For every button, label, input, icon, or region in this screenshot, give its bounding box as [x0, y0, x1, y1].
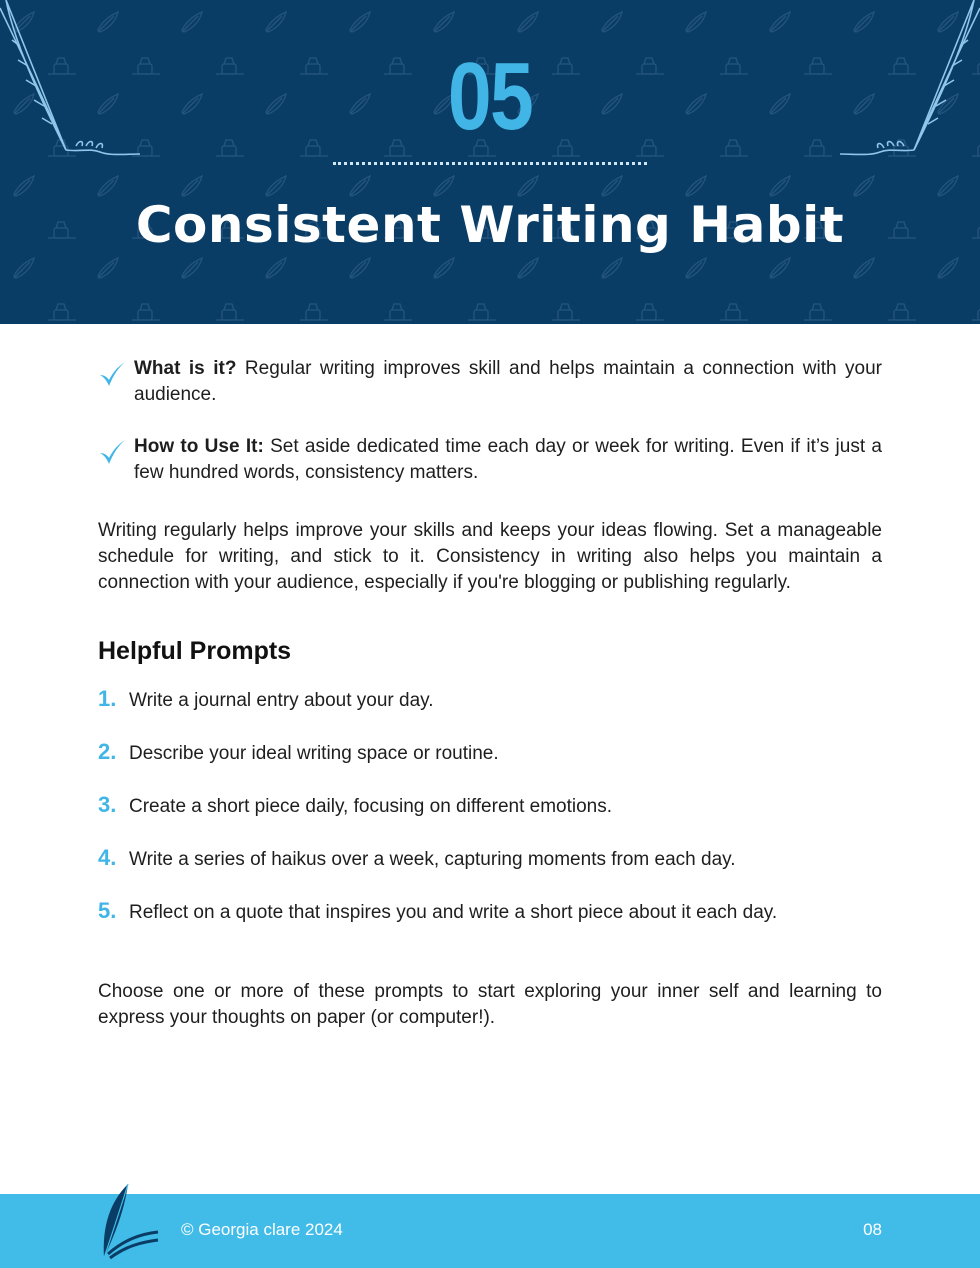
page-footer — [0, 1194, 980, 1268]
intro-paragraph: Writing regularly helps improve your skills and keeps your ideas flowing. Set a manageable schedule for writing, and stick to it. Consistency in writing also helps you maintain a connection with your audience, especially if you're blogging or publishing regularly. — [98, 520, 882, 593]
list-item — [98, 686, 882, 739]
list-item — [98, 898, 882, 951]
list-item-text: Reflect on a quote that inspires you and write a short piece about it each day. — [129, 902, 778, 923]
page-number: 08 — [863, 1220, 882, 1239]
checkmark-icon — [98, 438, 126, 466]
checklist-label: How to Use It: — [134, 436, 264, 457]
checklist-text — [134, 356, 882, 408]
list-item-text: Create a short piece daily, focusing on different emotions. — [129, 796, 613, 817]
list-item-number: 2. — [98, 739, 117, 764]
chapter-header — [0, 0, 980, 324]
list-item-number: 1. — [98, 686, 117, 711]
list-item-number: 5. — [98, 898, 117, 923]
list-item-number: 3. — [98, 792, 117, 817]
chapter-title: Consistent Writing Habit — [135, 196, 845, 254]
footer-copyright: © Georgia clare 2024 — [181, 1220, 343, 1239]
list-item — [98, 739, 882, 792]
chapter-number: 05 — [447, 43, 533, 150]
checklist-description: Regular writing improves skill and helps maintain a connection with your audience. — [134, 358, 882, 405]
prompts-heading: Helpful Prompts — [98, 637, 292, 665]
checklist-item — [98, 434, 882, 486]
list-item-number: 4. — [98, 845, 117, 870]
checklist-description: Set aside dedicated time each day or week for writing. Even if it’s just a few hundred words, consistency matters. — [134, 436, 882, 483]
list-item-text: Describe your ideal writing space or routine. — [129, 743, 499, 764]
closing-paragraph: Choose one or more of these prompts to start exploring your inner self and learning to express your thoughts on paper (or computer!). — [98, 981, 882, 1028]
list-item — [98, 845, 882, 898]
checklist-item — [98, 356, 882, 408]
list-item-text: Write a journal entry about your day. — [129, 690, 434, 711]
list-item-text: Write a series of haikus over a week, capturing moments from each day. — [129, 849, 736, 870]
checklist-text — [134, 434, 882, 486]
title-divider — [333, 162, 647, 165]
checkmark-icon — [98, 360, 126, 388]
quill-logo-icon — [98, 1184, 162, 1264]
prompts-list — [98, 686, 882, 951]
page-content — [98, 356, 882, 1031]
list-item — [98, 792, 882, 845]
checklist-label: What is it? — [134, 358, 237, 379]
